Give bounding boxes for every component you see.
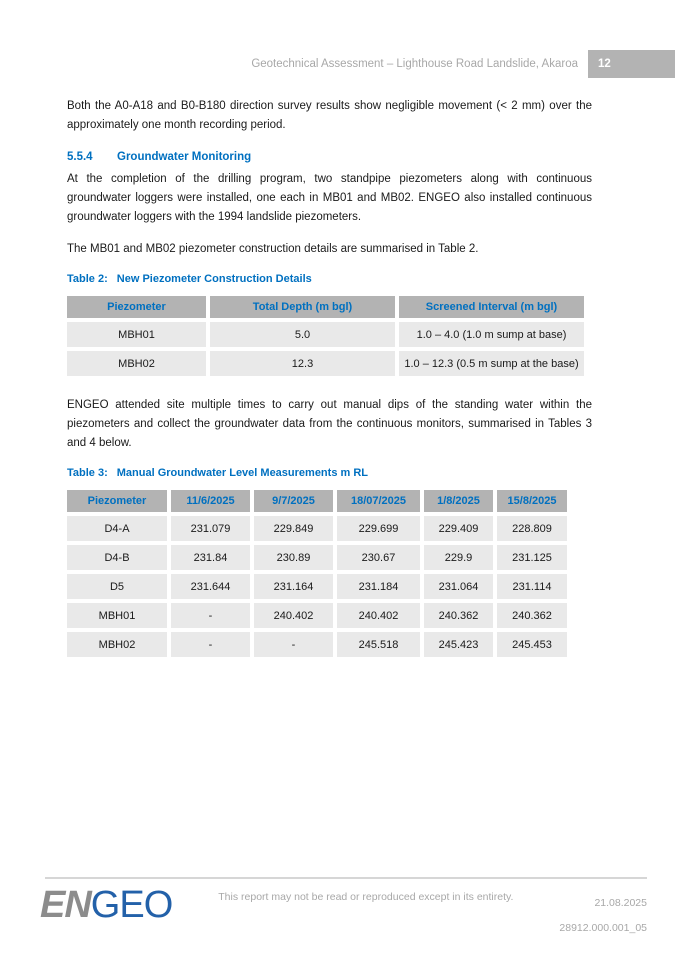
table-cell: 12.3 [210,351,395,376]
header-title: Geotechnical Assessment – Lighthouse Road Landslide, Akaroa [251,58,578,70]
table-header-cell: 1/8/2025 [424,490,493,512]
table-cell: 230.89 [254,545,333,570]
table-cell: 230.67 [337,545,420,570]
table-cell: 231.125 [497,545,567,570]
table-header-cell: 11/6/2025 [171,490,250,512]
section-heading [67,148,592,167]
table-cell: MBH02 [67,632,167,657]
table-cell: 228.809 [497,516,567,541]
engeo-logo [40,883,172,927]
table-cell: 229.409 [424,516,493,541]
table-cell: 1.0 – 4.0 (1.0 m sump at base) [399,322,584,347]
section-number: 5.5.4 [67,151,93,163]
paragraph-manual-dips: ENGEO attended site multiple times to carry out manual dips of the standing water within the piezometers and collect the groundwater data from the continuous monitors, summarised in Tables 3 and 4 below. [67,399,592,449]
table-header-cell: 15/8/2025 [497,490,567,512]
footer-meta [559,883,647,941]
table-row [67,632,567,657]
paragraph-installation: At the completion of the drilling program, two standpipe piezometers along with continuous groundwater loggers were installed, one each in MB01 and MB02. ENGEO also installed continuous groundwater loggers with the 1994 landslide piezometers. [67,173,592,223]
table-row [67,603,567,628]
table-row [67,322,584,347]
table-cell: 231.84 [171,545,250,570]
table-cell: 229.9 [424,545,493,570]
table-row [67,574,567,599]
section-title: Groundwater Monitoring [117,151,252,163]
table-cell: MBH01 [67,322,206,347]
footer-disclaimer: This report may not be read or reproduced except in its entirety. [218,891,514,903]
table-cell: 240.402 [254,603,333,628]
engeo-logo-en: EN [40,884,91,926]
table-cell: 245.423 [424,632,493,657]
table-cell: 231.079 [171,516,250,541]
table-cell: 231.064 [424,574,493,599]
table-cell: 231.184 [337,574,420,599]
construction-details-table [63,292,588,380]
table-cell: MBH01 [67,603,167,628]
table-cell: D4-B [67,545,167,570]
table-header-row [67,490,567,512]
table3-caption [67,466,592,480]
table-cell: 231.644 [171,574,250,599]
table-cell: - [171,603,250,628]
paragraph-table2-intro: The MB01 and MB02 piezometer construction details are summarised in Table 2. [67,243,479,255]
table-cell: 240.402 [337,603,420,628]
table-header-cell: 18/07/2025 [337,490,420,512]
table-row [67,545,567,570]
table-row [67,351,584,376]
table-cell: - [254,632,333,657]
table-cell: MBH02 [67,351,206,376]
footer-doc-number: 28912.000.001_05 [559,922,647,934]
table-header-cell: Piezometer [67,490,167,512]
table-cell: 240.362 [497,603,567,628]
table-header-row [67,296,584,318]
table-cell: D4-A [67,516,167,541]
footer-divider [45,877,647,879]
table-header-cell: Total Depth (m bgl) [210,296,395,318]
table-header-cell: 9/7/2025 [254,490,333,512]
page-number-badge [588,50,675,78]
table3-caption-text: Manual Groundwater Level Measurements m RL [116,467,368,479]
table-header-cell: Screened Interval (m bgl) [399,296,584,318]
page-footer [40,883,647,941]
table-cell: 5.0 [210,322,395,347]
page-number: 12 [598,58,611,70]
table-cell: 245.518 [337,632,420,657]
table2-caption-label: Table 2: [67,273,108,285]
table-cell: D5 [67,574,167,599]
table-cell: 231.164 [254,574,333,599]
table-cell: 1.0 – 12.3 (0.5 m sump at the base) [399,351,584,376]
table2-caption [67,272,592,286]
table2-caption-text: New Piezometer Construction Details [116,273,312,285]
table3-caption-label: Table 3: [67,467,108,479]
table-cell: 245.453 [497,632,567,657]
page-header [0,50,675,78]
table-cell: 240.362 [424,603,493,628]
table-row [67,516,567,541]
table-cell: 229.849 [254,516,333,541]
engeo-logo-geo: GEO [90,884,173,926]
table-cell: 229.699 [337,516,420,541]
table-header-cell: Piezometer [67,296,206,318]
paragraph-survey-results: Both the A0-A18 and B0-B180 direction survey results show negligible movement (< 2 mm) over the approximately one month recording period. [67,100,592,131]
groundwater-measurements-table [63,486,571,661]
footer-date: 21.08.2025 [594,897,647,909]
table-cell: 231.114 [497,574,567,599]
table-cell: - [171,632,250,657]
document-body [67,97,592,661]
